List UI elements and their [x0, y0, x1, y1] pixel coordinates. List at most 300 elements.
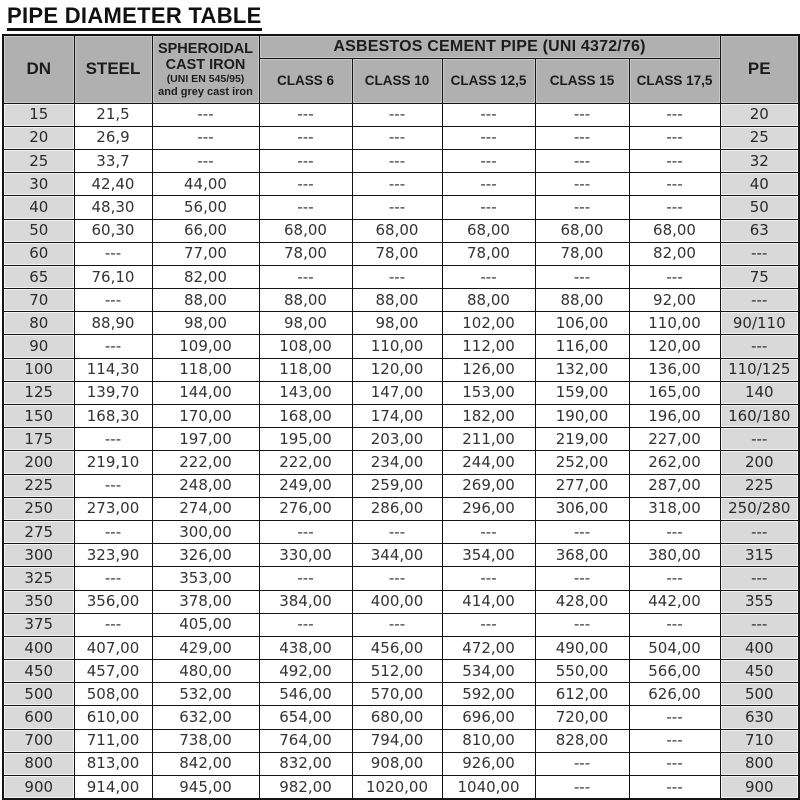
- value-cell: 56,00: [152, 196, 259, 219]
- value-cell: 88,00: [442, 289, 535, 312]
- value-cell: ---: [629, 613, 720, 636]
- value-cell: 227,00: [629, 428, 720, 451]
- dn-cell: 350: [3, 590, 74, 613]
- value-cell: ---: [352, 103, 442, 126]
- table-row: [3, 590, 799, 613]
- column-header-class-12-5: CLASS 12,5: [442, 58, 535, 103]
- value-cell: 153,00: [442, 381, 535, 404]
- value-cell: 68,00: [442, 219, 535, 242]
- value-cell: 168,30: [74, 405, 152, 428]
- table-row: [3, 683, 799, 706]
- value-cell: 109,00: [152, 335, 259, 358]
- pe-cell: 710: [720, 729, 799, 752]
- value-cell: 42,40: [74, 173, 152, 196]
- value-cell: 88,90: [74, 312, 152, 335]
- value-cell: 353,00: [152, 567, 259, 590]
- pe-cell: ---: [720, 335, 799, 358]
- dn-cell: 700: [3, 729, 74, 752]
- pe-cell: 500: [720, 683, 799, 706]
- value-cell: 219,10: [74, 451, 152, 474]
- value-cell: ---: [442, 103, 535, 126]
- table-row: [3, 219, 799, 242]
- value-cell: ---: [629, 776, 720, 800]
- table-row: [3, 451, 799, 474]
- dn-cell: 300: [3, 544, 74, 567]
- dn-cell: 150: [3, 405, 74, 428]
- dn-cell: 325: [3, 567, 74, 590]
- value-cell: 108,00: [259, 335, 352, 358]
- pe-cell: 250/280: [720, 497, 799, 520]
- dn-cell: 400: [3, 636, 74, 659]
- dn-cell: 800: [3, 752, 74, 775]
- value-cell: 813,00: [74, 752, 152, 775]
- value-cell: ---: [352, 196, 442, 219]
- value-cell: 405,00: [152, 613, 259, 636]
- value-cell: 106,00: [535, 312, 629, 335]
- value-cell: 400,00: [352, 590, 442, 613]
- value-cell: 828,00: [535, 729, 629, 752]
- pe-cell: 355: [720, 590, 799, 613]
- value-cell: 480,00: [152, 660, 259, 683]
- dn-cell: 125: [3, 381, 74, 404]
- value-cell: ---: [629, 752, 720, 775]
- pe-cell: ---: [720, 567, 799, 590]
- value-cell: 234,00: [352, 451, 442, 474]
- value-cell: 78,00: [259, 242, 352, 265]
- value-cell: 249,00: [259, 474, 352, 497]
- pe-cell: 50: [720, 196, 799, 219]
- pe-cell: 450: [720, 660, 799, 683]
- table-row: [3, 242, 799, 265]
- table-row: [3, 752, 799, 775]
- dn-cell: 225: [3, 474, 74, 497]
- value-cell: 244,00: [442, 451, 535, 474]
- value-cell: 306,00: [535, 497, 629, 520]
- value-cell: ---: [535, 265, 629, 288]
- value-cell: 296,00: [442, 497, 535, 520]
- table-row: [3, 729, 799, 752]
- value-cell: 110,00: [629, 312, 720, 335]
- dn-cell: 70: [3, 289, 74, 312]
- value-cell: ---: [259, 173, 352, 196]
- value-cell: 274,00: [152, 497, 259, 520]
- value-cell: 566,00: [629, 660, 720, 683]
- dn-cell: 25: [3, 149, 74, 172]
- pe-cell: ---: [720, 242, 799, 265]
- value-cell: ---: [629, 126, 720, 149]
- value-cell: ---: [352, 567, 442, 590]
- value-cell: 211,00: [442, 428, 535, 451]
- dn-cell: 65: [3, 265, 74, 288]
- dn-cell: 250: [3, 497, 74, 520]
- value-cell: ---: [259, 196, 352, 219]
- value-cell: 68,00: [259, 219, 352, 242]
- value-cell: 68,00: [352, 219, 442, 242]
- value-cell: ---: [629, 729, 720, 752]
- value-cell: ---: [629, 103, 720, 126]
- pe-cell: 40: [720, 173, 799, 196]
- pe-cell: 90/110: [720, 312, 799, 335]
- table-row: [3, 567, 799, 590]
- value-cell: ---: [442, 520, 535, 543]
- value-cell: 512,00: [352, 660, 442, 683]
- value-cell: 354,00: [442, 544, 535, 567]
- value-cell: 114,30: [74, 358, 152, 381]
- pe-cell: 32: [720, 149, 799, 172]
- value-cell: ---: [352, 149, 442, 172]
- table-row: [3, 660, 799, 683]
- value-cell: 248,00: [152, 474, 259, 497]
- value-cell: 98,00: [352, 312, 442, 335]
- value-cell: 532,00: [152, 683, 259, 706]
- value-cell: 98,00: [152, 312, 259, 335]
- value-cell: ---: [629, 520, 720, 543]
- dn-cell: 60: [3, 242, 74, 265]
- column-header-dn: DN: [3, 35, 74, 103]
- pe-cell: 200: [720, 451, 799, 474]
- value-cell: 88,00: [152, 289, 259, 312]
- value-cell: ---: [352, 265, 442, 288]
- pe-cell: ---: [720, 289, 799, 312]
- value-cell: 44,00: [152, 173, 259, 196]
- value-cell: 33,7: [74, 149, 152, 172]
- value-cell: 60,30: [74, 219, 152, 242]
- table-row: [3, 520, 799, 543]
- value-cell: 414,00: [442, 590, 535, 613]
- value-cell: 764,00: [259, 729, 352, 752]
- value-cell: 78,00: [442, 242, 535, 265]
- table-row: [3, 103, 799, 126]
- value-cell: 136,00: [629, 358, 720, 381]
- dn-cell: 20: [3, 126, 74, 149]
- pe-cell: 140: [720, 381, 799, 404]
- value-cell: 380,00: [629, 544, 720, 567]
- pe-cell: 400: [720, 636, 799, 659]
- pe-cell: ---: [720, 428, 799, 451]
- table-row: [3, 405, 799, 428]
- value-cell: ---: [259, 126, 352, 149]
- table-row: [3, 706, 799, 729]
- value-cell: 252,00: [535, 451, 629, 474]
- value-cell: ---: [535, 103, 629, 126]
- column-header-pe: PE: [720, 35, 799, 103]
- value-cell: 269,00: [442, 474, 535, 497]
- value-cell: 504,00: [629, 636, 720, 659]
- value-cell: ---: [629, 706, 720, 729]
- value-cell: 76,10: [74, 265, 152, 288]
- value-cell: ---: [442, 196, 535, 219]
- value-cell: 810,00: [442, 729, 535, 752]
- value-cell: ---: [535, 567, 629, 590]
- value-cell: 626,00: [629, 683, 720, 706]
- value-cell: 92,00: [629, 289, 720, 312]
- value-cell: 982,00: [259, 776, 352, 800]
- value-cell: 612,00: [535, 683, 629, 706]
- grey-cast-iron-label: and grey cast iron: [158, 86, 253, 99]
- value-cell: 926,00: [442, 752, 535, 775]
- value-cell: 98,00: [259, 312, 352, 335]
- table-row: [3, 776, 799, 800]
- table-row: [3, 149, 799, 172]
- value-cell: 428,00: [535, 590, 629, 613]
- value-cell: ---: [352, 126, 442, 149]
- pe-cell: 800: [720, 752, 799, 775]
- table-row: [3, 613, 799, 636]
- dn-cell: 275: [3, 520, 74, 543]
- value-cell: 168,00: [259, 405, 352, 428]
- value-cell: 378,00: [152, 590, 259, 613]
- dn-cell: 15: [3, 103, 74, 126]
- value-cell: 48,30: [74, 196, 152, 219]
- value-cell: 277,00: [535, 474, 629, 497]
- value-cell: ---: [74, 335, 152, 358]
- value-cell: 102,00: [442, 312, 535, 335]
- value-cell: ---: [442, 149, 535, 172]
- page-title: PIPE DIAMETER TABLE: [7, 4, 262, 31]
- value-cell: 300,00: [152, 520, 259, 543]
- value-cell: 21,5: [74, 103, 152, 126]
- value-cell: 68,00: [629, 219, 720, 242]
- value-cell: 174,00: [352, 405, 442, 428]
- value-cell: ---: [535, 613, 629, 636]
- value-cell: 680,00: [352, 706, 442, 729]
- value-cell: ---: [442, 173, 535, 196]
- value-cell: ---: [74, 613, 152, 636]
- value-cell: 832,00: [259, 752, 352, 775]
- column-header-class-17-5: CLASS 17,5: [629, 58, 720, 103]
- value-cell: 286,00: [352, 497, 442, 520]
- value-cell: 77,00: [152, 242, 259, 265]
- value-cell: ---: [535, 752, 629, 775]
- value-cell: 196,00: [629, 405, 720, 428]
- dn-cell: 900: [3, 776, 74, 800]
- pe-cell: 315: [720, 544, 799, 567]
- value-cell: 82,00: [152, 265, 259, 288]
- table-row: [3, 497, 799, 520]
- value-cell: 456,00: [352, 636, 442, 659]
- value-cell: 88,00: [535, 289, 629, 312]
- value-cell: 384,00: [259, 590, 352, 613]
- table-row: [3, 196, 799, 219]
- value-cell: ---: [259, 149, 352, 172]
- dn-cell: 90: [3, 335, 74, 358]
- value-cell: 323,90: [74, 544, 152, 567]
- table-row: [3, 381, 799, 404]
- value-cell: 78,00: [352, 242, 442, 265]
- value-cell: ---: [535, 776, 629, 800]
- value-cell: ---: [74, 520, 152, 543]
- table-row: [3, 544, 799, 567]
- value-cell: 610,00: [74, 706, 152, 729]
- column-group-asbestos-cement: ASBESTOS CEMENT PIPE (UNI 4372/76): [259, 35, 720, 58]
- value-cell: ---: [74, 567, 152, 590]
- dn-cell: 200: [3, 451, 74, 474]
- value-cell: ---: [352, 613, 442, 636]
- value-cell: 442,00: [629, 590, 720, 613]
- value-cell: 696,00: [442, 706, 535, 729]
- value-cell: ---: [259, 613, 352, 636]
- value-cell: 738,00: [152, 729, 259, 752]
- value-cell: 407,00: [74, 636, 152, 659]
- value-cell: ---: [629, 173, 720, 196]
- value-cell: ---: [152, 103, 259, 126]
- value-cell: 165,00: [629, 381, 720, 404]
- value-cell: 197,00: [152, 428, 259, 451]
- value-cell: 182,00: [442, 405, 535, 428]
- value-cell: 126,00: [442, 358, 535, 381]
- column-header-class-6: CLASS 6: [259, 58, 352, 103]
- value-cell: 112,00: [442, 335, 535, 358]
- value-cell: 276,00: [259, 497, 352, 520]
- value-cell: 534,00: [442, 660, 535, 683]
- value-cell: 318,00: [629, 497, 720, 520]
- value-cell: 570,00: [352, 683, 442, 706]
- value-cell: ---: [535, 126, 629, 149]
- value-cell: 120,00: [352, 358, 442, 381]
- header-row-top: [3, 35, 799, 58]
- table-row: [3, 335, 799, 358]
- table-row: [3, 312, 799, 335]
- value-cell: 222,00: [152, 451, 259, 474]
- value-cell: 344,00: [352, 544, 442, 567]
- value-cell: 88,00: [259, 289, 352, 312]
- table-row: [3, 358, 799, 381]
- value-cell: 1020,00: [352, 776, 442, 800]
- value-cell: ---: [152, 149, 259, 172]
- value-cell: 170,00: [152, 405, 259, 428]
- dn-cell: 175: [3, 428, 74, 451]
- value-cell: ---: [442, 613, 535, 636]
- value-cell: 945,00: [152, 776, 259, 800]
- value-cell: 550,00: [535, 660, 629, 683]
- value-cell: 711,00: [74, 729, 152, 752]
- dn-cell: 80: [3, 312, 74, 335]
- table-row: [3, 289, 799, 312]
- value-cell: 159,00: [535, 381, 629, 404]
- value-cell: 203,00: [352, 428, 442, 451]
- value-cell: 139,70: [74, 381, 152, 404]
- value-cell: 143,00: [259, 381, 352, 404]
- value-cell: 287,00: [629, 474, 720, 497]
- value-cell: ---: [535, 520, 629, 543]
- value-cell: 273,00: [74, 497, 152, 520]
- value-cell: 110,00: [352, 335, 442, 358]
- value-cell: ---: [535, 196, 629, 219]
- value-cell: 842,00: [152, 752, 259, 775]
- value-cell: ---: [535, 173, 629, 196]
- pe-cell: 110/125: [720, 358, 799, 381]
- value-cell: 472,00: [442, 636, 535, 659]
- value-cell: 356,00: [74, 590, 152, 613]
- pe-cell: 25: [720, 126, 799, 149]
- value-cell: 368,00: [535, 544, 629, 567]
- value-cell: 82,00: [629, 242, 720, 265]
- value-cell: ---: [442, 126, 535, 149]
- column-header-class-10: CLASS 10: [352, 58, 442, 103]
- value-cell: 66,00: [152, 219, 259, 242]
- dn-cell: 40: [3, 196, 74, 219]
- table-row: [3, 173, 799, 196]
- value-cell: ---: [629, 265, 720, 288]
- pe-cell: 63: [720, 219, 799, 242]
- pe-cell: 900: [720, 776, 799, 800]
- value-cell: 720,00: [535, 706, 629, 729]
- dn-cell: 100: [3, 358, 74, 381]
- value-cell: 492,00: [259, 660, 352, 683]
- value-cell: 219,00: [535, 428, 629, 451]
- value-cell: 190,00: [535, 405, 629, 428]
- dn-cell: 600: [3, 706, 74, 729]
- value-cell: ---: [352, 520, 442, 543]
- value-cell: 118,00: [152, 358, 259, 381]
- value-cell: 88,00: [352, 289, 442, 312]
- value-cell: 120,00: [629, 335, 720, 358]
- value-cell: 429,00: [152, 636, 259, 659]
- value-cell: ---: [442, 265, 535, 288]
- value-cell: ---: [74, 474, 152, 497]
- value-cell: 118,00: [259, 358, 352, 381]
- pe-cell: ---: [720, 613, 799, 636]
- value-cell: 654,00: [259, 706, 352, 729]
- value-cell: 262,00: [629, 451, 720, 474]
- value-cell: ---: [629, 149, 720, 172]
- value-cell: 546,00: [259, 683, 352, 706]
- value-cell: 794,00: [352, 729, 442, 752]
- table-row: [3, 265, 799, 288]
- table-row: [3, 474, 799, 497]
- value-cell: 144,00: [152, 381, 259, 404]
- value-cell: 632,00: [152, 706, 259, 729]
- value-cell: ---: [259, 265, 352, 288]
- column-header-cast-iron: [152, 35, 259, 103]
- value-cell: 490,00: [535, 636, 629, 659]
- column-header-class-15: CLASS 15: [535, 58, 629, 103]
- value-cell: 78,00: [535, 242, 629, 265]
- value-cell: ---: [152, 126, 259, 149]
- value-cell: 26,9: [74, 126, 152, 149]
- value-cell: ---: [629, 196, 720, 219]
- pe-cell: 75: [720, 265, 799, 288]
- pe-cell: 20: [720, 103, 799, 126]
- value-cell: ---: [259, 520, 352, 543]
- table-row: [3, 428, 799, 451]
- table-row: [3, 126, 799, 149]
- value-cell: ---: [74, 428, 152, 451]
- pe-cell: ---: [720, 520, 799, 543]
- cast-iron-label-line1: SPHEROIDAL: [157, 40, 254, 57]
- value-cell: ---: [535, 149, 629, 172]
- value-cell: ---: [442, 567, 535, 590]
- value-cell: ---: [629, 567, 720, 590]
- value-cell: 222,00: [259, 451, 352, 474]
- dn-cell: 500: [3, 683, 74, 706]
- cast-iron-label-line2: CAST IRON: [165, 56, 246, 73]
- value-cell: 914,00: [74, 776, 152, 800]
- value-cell: 457,00: [74, 660, 152, 683]
- value-cell: 132,00: [535, 358, 629, 381]
- value-cell: 116,00: [535, 335, 629, 358]
- dn-cell: 375: [3, 613, 74, 636]
- dn-cell: 450: [3, 660, 74, 683]
- value-cell: ---: [74, 289, 152, 312]
- table-header: [3, 35, 799, 103]
- pe-cell: 225: [720, 474, 799, 497]
- value-cell: 259,00: [352, 474, 442, 497]
- table-body: [3, 103, 799, 799]
- value-cell: 1040,00: [442, 776, 535, 800]
- value-cell: 438,00: [259, 636, 352, 659]
- cast-iron-standard-label: (UNI EN 545/95): [166, 72, 245, 85]
